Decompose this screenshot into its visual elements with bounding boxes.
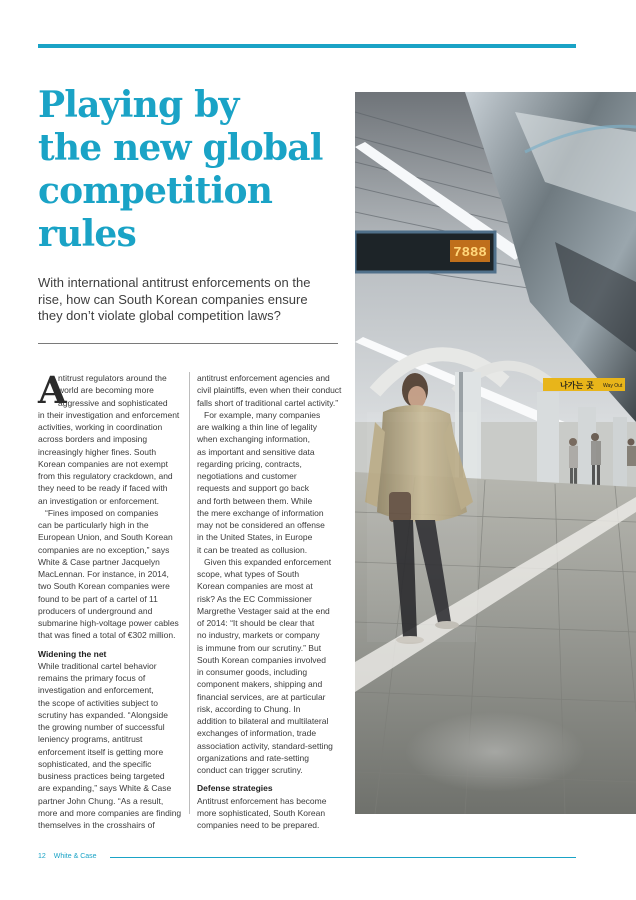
body-line: exchanges of information, trade (197, 728, 317, 739)
top-accent-rule (38, 44, 576, 48)
body-line: negotiations and customer (197, 471, 297, 481)
subheading-defense-strategies: Defense strategies (197, 783, 273, 794)
body-line: companies are no exception,” says (38, 544, 170, 555)
body-line: across borders and imposing (38, 434, 148, 445)
footer-folio (38, 853, 97, 860)
standfirst-line: they don’t violate global competition laws? (38, 308, 281, 323)
body-line: scrutiny has expanded. “Alongside (38, 709, 168, 720)
led-board-text: 7888 (453, 245, 487, 261)
subway-platform-photo (355, 92, 636, 814)
body-line: are expanding,” says White & Case (38, 783, 172, 794)
body-line: regarding pricing, contracts, (197, 458, 302, 469)
body-line: activities, working in coordination (38, 422, 163, 432)
body-line: aggressive and sophisticated (58, 397, 168, 408)
body-line: more and more companies are finding (38, 807, 182, 818)
body-line: are walking a thin line of legality (197, 422, 318, 432)
headline (38, 84, 338, 256)
body-line: two South Korean companies were (38, 581, 170, 592)
body-line: remains the primary focus of (38, 673, 146, 683)
body-line: addition to bilateral and multilateral (197, 716, 329, 726)
body-line: that was fined a total of €302 million. (38, 630, 176, 641)
body-line: antitrust enforcement agencies and (197, 373, 330, 383)
body-line: association activity, standard-setting (197, 740, 333, 751)
body-line: in the United States, in Europe (197, 532, 313, 543)
body-line: is immune from our scrutiny.” But (197, 642, 322, 653)
body-line: Korean companies are most at (197, 581, 313, 592)
body-line: of 2014: “It should be clear that (197, 618, 315, 628)
body-line: European Union, and South Korean (38, 532, 173, 543)
body-line: may not be considered an offense (197, 520, 325, 530)
body-line: the growing number of successful (38, 722, 165, 732)
body-line: Antitrust enforcement has become (197, 795, 327, 806)
body-line: While traditional cartel behavior (38, 660, 157, 671)
page-number: 12 (38, 853, 46, 860)
body-line: as important and sensitive data (197, 446, 315, 457)
column-divider (189, 372, 190, 814)
body-line: when exchanging information, (197, 434, 310, 445)
body-line: scope, what types of South (197, 569, 300, 579)
article-column-1 (38, 368, 184, 831)
body-line: risk? As the EC Commissioner (197, 593, 312, 604)
exit-sign-korean: 나가는 곳 (560, 381, 594, 390)
body-line: business practices being targeted (38, 771, 165, 781)
body-line: more sophisticated, South Korean (197, 807, 326, 818)
body-line: submarine high-voltage power cables (38, 618, 179, 628)
body-line: financial services, are at particular (197, 691, 326, 702)
body-line: and forth between them. While (197, 495, 313, 506)
body-line: Given this expanded enforcement (204, 556, 332, 567)
drop-cap: A (38, 368, 67, 412)
body-line: in consumer goods, including (197, 667, 308, 677)
exit-sign-english: Way Out (603, 383, 623, 389)
body-line: risk, according to Chung. In (197, 703, 301, 714)
article-column-2 (197, 372, 343, 831)
body-line: they need to be ready if faced with (38, 483, 168, 494)
body-line: an investigation or enforcement. (38, 495, 159, 506)
body-line: ntitrust regulators around the (58, 373, 167, 383)
standfirst-line: rise, how can South Korean companies ensure (38, 291, 308, 307)
body-line: producers of underground and (38, 605, 153, 616)
body-line: Korean companies are not exempt (38, 458, 168, 469)
publication-name: White & Case (53, 853, 97, 860)
body-line: from this regulatory crackdown, and (38, 471, 173, 481)
body-line: partner John Chung. “As a result, (38, 795, 164, 806)
body-line: the mere exchange of information (197, 507, 324, 518)
body-line: companies need to be prepared. (197, 820, 320, 830)
body-line: component makers, shipping and (197, 679, 323, 690)
body-line: it can be treated as collusion. (197, 544, 308, 555)
body-line: can be particularly high in the (38, 520, 149, 530)
headline-line: competition (38, 170, 273, 212)
body-line: increasingly higher fines. South (38, 446, 157, 457)
body-line: For example, many companies (204, 409, 321, 420)
body-line: civil plaintiffs, even when their conduct (197, 385, 342, 396)
footer-rule (110, 857, 576, 858)
body-line: in their investigation and enforcement (38, 409, 180, 420)
body-line: White & Case partner Jacquelyn (38, 556, 160, 567)
body-line: themselves in the crosshairs of (38, 820, 155, 830)
body-line: the scope of activities subject to (38, 697, 159, 708)
body-line: requests and support go back (197, 483, 309, 494)
subheading-widening-the-net: Widening the net (38, 648, 107, 659)
body-line: no industry, markets or company (197, 630, 320, 641)
headline-line: the new global (38, 127, 323, 169)
body-line: enforcement itself is getting more (38, 746, 164, 757)
body-line: MacLennan. For instance, in 2014, (38, 569, 169, 579)
body-line: conduct can trigger scrutiny. (197, 765, 303, 775)
body-line: found to be part of a cartel of 11 (38, 593, 158, 604)
standfirst-line: With international antitrust enforcements on the (38, 275, 311, 290)
body-line: organizations and rate-setting (197, 752, 309, 763)
body-line: South Korean companies involved (197, 654, 326, 665)
body-line: leniency programs, antitrust (38, 734, 143, 745)
body-line: world are becoming more (58, 385, 154, 396)
standfirst-divider (38, 343, 338, 344)
body-line: investigation and enforcement, (38, 685, 154, 696)
headline-line: rules (38, 213, 136, 255)
body-line: falls short of traditional cartel activity.” (197, 397, 339, 408)
body-line: Margrethe Vestager said at the end (197, 605, 330, 616)
standfirst (38, 275, 338, 325)
body-line: sophisticated, and the specific (38, 758, 152, 769)
body-line: “Fines imposed on companies (45, 507, 159, 518)
headline-line: Playing by (38, 84, 239, 126)
